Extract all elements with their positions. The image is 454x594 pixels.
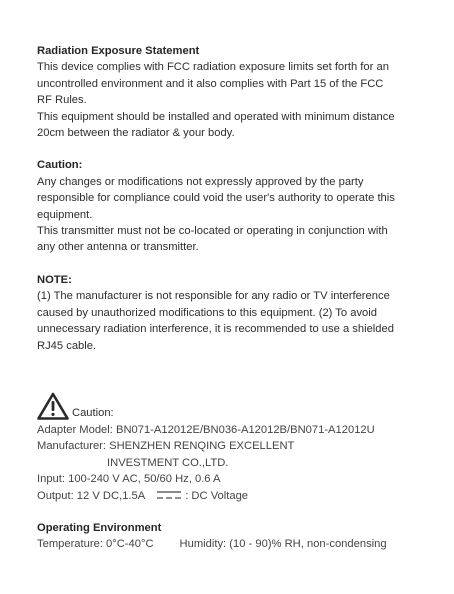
humidity-spec: Humidity: (10 - 90)% RH, non-condensing (179, 538, 387, 551)
environment-row (37, 536, 437, 552)
caution-line: responsible for compliance could void the user's authority to operate this (37, 192, 395, 205)
radiation-line: This equipment should be installed and operated with minimum distance (37, 110, 395, 123)
adapter-caution-label: Caution: (72, 406, 114, 419)
note-line: RJ45 cable. (37, 339, 97, 352)
note-section (37, 272, 437, 354)
caution-line: Any changes or modifications not expressly approved by the party (37, 175, 364, 188)
warning-triangle-icon (37, 392, 69, 420)
radiation-line: This device complies with FCC radiation exposure limits set forth for an (37, 61, 389, 74)
temperature-spec: Temperature: 0°C-40°C (37, 538, 154, 551)
caution-line: equipment. (37, 208, 93, 221)
environment-section (37, 520, 437, 553)
caution-heading: Caution: (37, 159, 83, 172)
radiation-line: uncontrolled environment and it also complies with Part 15 of the FCC (37, 77, 384, 90)
note-line: caused by unauthorized modifications to this equipment. (2) To avoid (37, 306, 377, 319)
output-spec: Output: 12 V DC,1.5A (37, 489, 146, 502)
manual-page (37, 43, 437, 553)
radiation-line: RF Rules. (37, 94, 87, 107)
note-line: unnecessary radiation interference, it is recommended to use a shielded (37, 323, 394, 336)
dc-voltage-label: : DC Voltage (185, 489, 249, 502)
note-heading: NOTE: (37, 273, 72, 286)
radiation-heading: Radiation Exposure Statement (37, 45, 200, 57)
radiation-section (37, 43, 437, 141)
environment-heading: Operating Environment (37, 521, 162, 534)
radiation-line: 20cm between the radiator & your body. (37, 127, 235, 140)
adapter-caution-row (37, 390, 437, 420)
caution-line: This transmitter must not be co-located or operating in conjunction with (37, 225, 388, 238)
caution-line: any other antenna or transmitter. (37, 241, 199, 254)
input-spec: Input: 100-240 V AC, 50/60 Hz, 0.6 A (37, 473, 221, 486)
manufacturer-line: Manufacturer: SHENZHEN RENQING EXCELLENT (37, 440, 295, 453)
adapter-model: Adapter Model: BN071-A12012E/BN036-A12012B/BN071-A12012U (37, 423, 375, 436)
note-line: (1) The manufacturer is not responsible for any radio or TV interference (37, 290, 390, 303)
output-row (37, 488, 437, 504)
caution-section (37, 157, 437, 255)
dc-symbol-icon (157, 490, 181, 500)
manufacturer-line-2: INVESTMENT CO.,LTD. (107, 456, 229, 469)
adapter-section (37, 390, 437, 504)
